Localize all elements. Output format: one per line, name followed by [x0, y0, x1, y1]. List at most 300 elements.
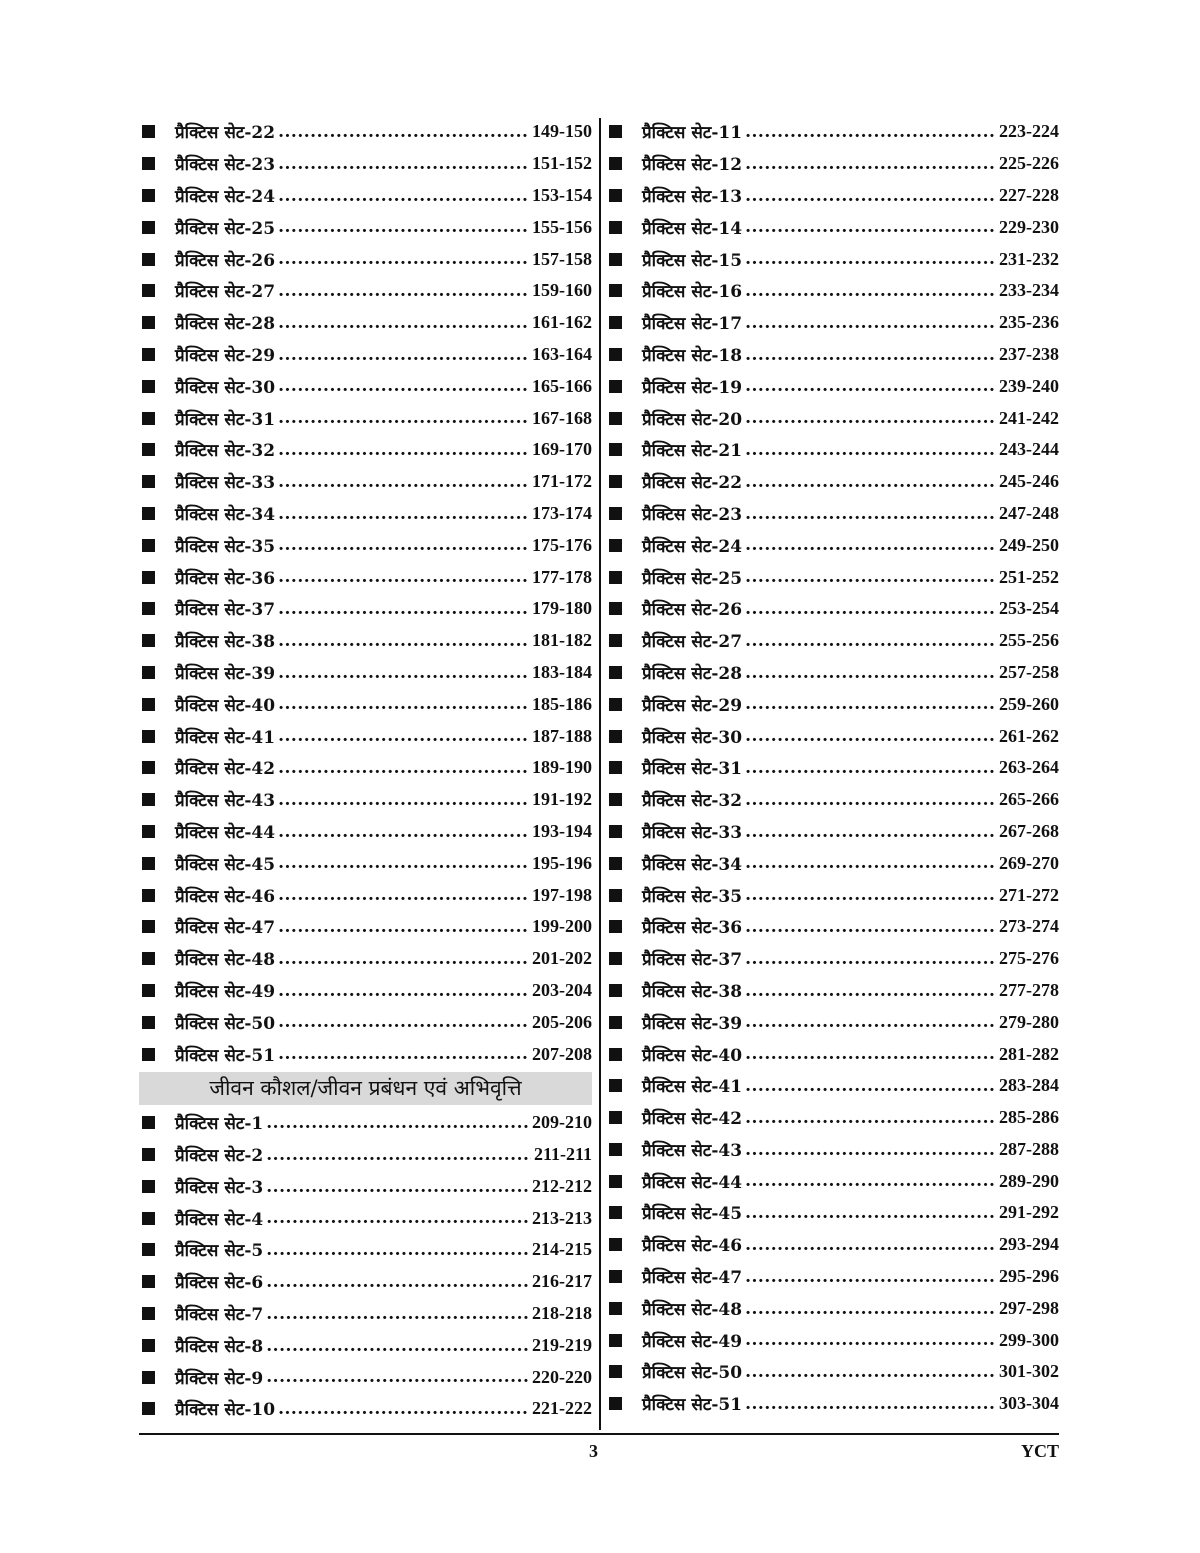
black-square-bullet-icon	[609, 443, 622, 456]
dot-leader	[278, 630, 529, 650]
dot-leader	[745, 503, 996, 523]
toc-entry	[139, 1298, 592, 1330]
toc-entry-pages: 187-188	[532, 725, 592, 746]
toc-entry-label: प्रैक्टिस सेट-13	[642, 186, 743, 207]
toc-entry-pages: 235-236	[999, 312, 1059, 333]
right-list	[606, 116, 1059, 1420]
toc-entry-label: प्रैक्टिस सेट-44	[642, 1172, 743, 1193]
toc-entry-pages: 169-170	[532, 439, 592, 460]
dot-leader	[745, 758, 996, 778]
toc-entry-label: प्रैक्टिस सेट-47	[175, 918, 276, 939]
toc-entry-pages: 239-240	[999, 375, 1059, 396]
dot-leader	[745, 312, 996, 332]
black-square-bullet-icon	[142, 1243, 155, 1256]
black-square-bullet-icon	[609, 284, 622, 297]
toc-entry-pages: 220-220	[532, 1366, 592, 1387]
toc-entry-pages: 293-294	[999, 1234, 1059, 1255]
black-square-bullet-icon	[142, 889, 155, 902]
toc-entry	[606, 1261, 1059, 1293]
dot-leader	[745, 885, 996, 905]
toc-entry-label: प्रैक्टिस सेट-16	[642, 282, 743, 303]
black-square-bullet-icon	[142, 316, 155, 329]
toc-entry-label: प्रैक्टिस सेट-50	[642, 1363, 743, 1384]
black-square-bullet-icon	[609, 316, 622, 329]
black-square-bullet-icon	[609, 189, 622, 202]
dot-leader	[266, 1272, 529, 1292]
toc-entry-pages: 255-256	[999, 630, 1059, 651]
dot-leader	[278, 789, 529, 809]
toc-entry-label: प्रैक्टिस सेट-40	[642, 1045, 743, 1066]
dot-leader	[745, 1076, 996, 1096]
toc-entry	[606, 434, 1059, 466]
toc-entry-pages: 216-217	[532, 1271, 592, 1292]
toc-entry	[606, 1388, 1059, 1420]
toc-entry	[139, 370, 592, 402]
black-square-bullet-icon	[609, 730, 622, 743]
toc-entry-label: प्रैक्टिस सेट-18	[642, 345, 743, 366]
black-square-bullet-icon	[609, 825, 622, 838]
toc-entry-label: प्रैक्टिस सेट-39	[642, 1013, 743, 1034]
toc-entry	[139, 975, 592, 1007]
toc-entry	[606, 116, 1059, 148]
toc-entry-pages: 203-204	[532, 979, 592, 1000]
left-list-bottom	[139, 1107, 592, 1425]
toc-entry-label: प्रैक्टिस सेट-38	[175, 632, 276, 653]
toc-entry-pages: 214-215	[532, 1239, 592, 1260]
toc-entry	[606, 625, 1059, 657]
dot-leader	[745, 154, 996, 174]
dot-leader	[745, 917, 996, 937]
black-square-bullet-icon	[142, 539, 155, 552]
toc-entry	[139, 1361, 592, 1393]
toc-entry-label: प्रैक्टिस सेट-27	[175, 282, 276, 303]
toc-entry-pages: 193-194	[532, 820, 592, 841]
toc-entry-pages: 241-242	[999, 407, 1059, 428]
toc-entry	[606, 1102, 1059, 1134]
dot-leader	[278, 154, 529, 174]
toc-entry	[606, 943, 1059, 975]
toc-entry-label: प्रैक्टिस सेट-29	[642, 695, 743, 716]
toc-entry	[139, 561, 592, 593]
toc-entry-label: प्रैक्टिस सेट-24	[642, 536, 743, 557]
black-square-bullet-icon	[142, 698, 155, 711]
black-square-bullet-icon	[142, 380, 155, 393]
toc-entry-pages: 265-266	[999, 789, 1059, 810]
dot-leader	[278, 1044, 529, 1064]
black-square-bullet-icon	[142, 793, 155, 806]
toc-entry-label: प्रैक्टिस सेट-42	[175, 759, 276, 780]
dot-leader	[745, 1107, 996, 1127]
black-square-bullet-icon	[609, 380, 622, 393]
toc-entry-pages: 197-198	[532, 884, 592, 905]
black-square-bullet-icon	[609, 1079, 622, 1092]
black-square-bullet-icon	[142, 1016, 155, 1029]
section-heading-text: जीवन कौशल/जीवन प्रबंधन एवं अभिवृत्ति	[209, 1076, 522, 1101]
toc-entry-label: प्रैक्टिस सेट-48	[642, 1299, 743, 1320]
black-square-bullet-icon	[142, 730, 155, 743]
toc-entry-pages: 183-184	[532, 661, 592, 682]
dot-leader	[278, 885, 529, 905]
toc-entry-pages: 157-158	[532, 248, 592, 269]
toc-entry-pages: 212-212	[532, 1175, 592, 1196]
black-square-bullet-icon	[609, 221, 622, 234]
toc-entry-label: प्रैक्टिस सेट-41	[175, 727, 276, 748]
dot-leader	[745, 249, 996, 269]
toc-entry	[139, 847, 592, 879]
toc-entry-pages: 218-218	[532, 1303, 592, 1324]
toc-entry-label: प्रैक्टिस सेट-25	[175, 218, 276, 239]
toc-entry-pages: 205-206	[532, 1011, 592, 1032]
toc-entry-label: प्रैक्टिस सेट-51	[175, 1045, 276, 1066]
toc-entry-label: प्रैक्टिस सेट-51	[642, 1395, 743, 1416]
toc-entry-label: प्रैक्टिस सेट-43	[642, 1140, 743, 1161]
black-square-bullet-icon	[142, 1275, 155, 1288]
toc-entry-label: प्रैक्टिस सेट-22	[642, 473, 743, 494]
dot-leader	[745, 853, 996, 873]
black-square-bullet-icon	[142, 571, 155, 584]
toc-entry-pages: 213-213	[532, 1207, 592, 1228]
black-square-bullet-icon	[609, 475, 622, 488]
toc-entry-label: प्रैक्टिस सेट-25	[642, 568, 743, 589]
black-square-bullet-icon	[142, 189, 155, 202]
toc-entry-label: प्रैक्टिस सेट-5	[175, 1241, 264, 1262]
black-square-bullet-icon	[609, 761, 622, 774]
black-square-bullet-icon	[609, 920, 622, 933]
black-square-bullet-icon	[609, 253, 622, 266]
toc-entry	[606, 307, 1059, 339]
toc-entry-label: प्रैक्टिस सेट-46	[175, 886, 276, 907]
toc-entry-label: प्रैक्टिस सेट-9	[175, 1368, 264, 1389]
toc-entry-pages: 161-162	[532, 312, 592, 333]
toc-entry	[139, 466, 592, 498]
black-square-bullet-icon	[142, 348, 155, 361]
black-square-bullet-icon	[142, 284, 155, 297]
toc-entry	[606, 657, 1059, 689]
black-square-bullet-icon	[609, 571, 622, 584]
toc-entry	[606, 339, 1059, 371]
toc-entry-label: प्रैक्टिस सेट-49	[642, 1331, 743, 1352]
toc-entry-pages: 295-296	[999, 1266, 1059, 1287]
dot-leader	[278, 821, 529, 841]
toc-entry-label: प्रैक्टिस सेट-37	[642, 950, 743, 971]
toc-entry	[606, 1324, 1059, 1356]
toc-entry	[606, 816, 1059, 848]
toc-entry	[139, 1266, 592, 1298]
toc-entry	[606, 1038, 1059, 1070]
black-square-bullet-icon	[609, 1334, 622, 1347]
dot-leader	[745, 980, 996, 1000]
dot-leader	[745, 662, 996, 682]
toc-entry-pages: 291-292	[999, 1202, 1059, 1223]
dot-leader	[278, 376, 529, 396]
toc-columns	[139, 116, 1059, 1425]
toc-entry-label: प्रैक्टिस सेट-7	[175, 1305, 264, 1326]
black-square-bullet-icon	[609, 1270, 622, 1283]
dot-leader	[266, 1303, 529, 1323]
toc-entry-label: प्रैक्टिस सेट-45	[642, 1204, 743, 1225]
black-square-bullet-icon	[142, 1180, 155, 1193]
toc-entry-pages: 285-286	[999, 1107, 1059, 1128]
toc-entry	[606, 498, 1059, 530]
toc-entry-label: प्रैक्टिस सेट-21	[642, 441, 743, 462]
dot-leader	[278, 471, 529, 491]
toc-entry-pages: 289-290	[999, 1170, 1059, 1191]
toc-entry-pages: 275-276	[999, 948, 1059, 969]
toc-entry-pages: 283-284	[999, 1075, 1059, 1096]
toc-entry-pages: 171-172	[532, 471, 592, 492]
black-square-bullet-icon	[142, 1212, 155, 1225]
toc-entry-label: प्रैक्टिस सेट-27	[642, 632, 743, 653]
right-column	[598, 116, 1059, 1425]
toc-entry	[606, 688, 1059, 720]
black-square-bullet-icon	[609, 348, 622, 361]
toc-entry-pages: 277-278	[999, 979, 1059, 1000]
toc-entry	[606, 784, 1059, 816]
black-square-bullet-icon	[609, 1048, 622, 1061]
toc-entry-pages: 199-200	[532, 916, 592, 937]
toc-entry-pages: 173-174	[532, 502, 592, 523]
toc-entry-label: प्रैक्टिस सेट-32	[642, 791, 743, 812]
toc-entry-pages: 219-219	[532, 1334, 592, 1355]
black-square-bullet-icon	[142, 1402, 155, 1415]
black-square-bullet-icon	[142, 1148, 155, 1161]
toc-entry-pages: 257-258	[999, 661, 1059, 682]
toc-entry-label: प्रैक्टिस सेट-38	[642, 981, 743, 1002]
dot-leader	[745, 694, 996, 714]
toc-entry	[139, 657, 592, 689]
black-square-bullet-icon	[609, 1016, 622, 1029]
toc-entry-label: प्रैक्टिस सेट-17	[642, 314, 743, 335]
toc-entry-pages: 279-280	[999, 1011, 1059, 1032]
dot-leader	[266, 1208, 529, 1228]
toc-entry-label: प्रैक्टिस सेट-41	[642, 1077, 743, 1098]
black-square-bullet-icon	[609, 952, 622, 965]
toc-entry	[139, 116, 592, 148]
black-square-bullet-icon	[142, 412, 155, 425]
black-square-bullet-icon	[142, 1116, 155, 1129]
black-square-bullet-icon	[609, 1143, 622, 1156]
toc-entry-label: प्रैक्टिस सेट-46	[642, 1236, 743, 1257]
toc-entry-label: प्रैक्टिस सेट-34	[642, 854, 743, 875]
toc-entry-pages: 245-246	[999, 471, 1059, 492]
dot-leader	[278, 948, 529, 968]
dot-leader	[278, 599, 529, 619]
toc-entry-pages: 281-282	[999, 1043, 1059, 1064]
toc-entry-pages: 211-211	[533, 1144, 592, 1165]
toc-entry-pages: 165-166	[532, 375, 592, 396]
dot-leader	[266, 1367, 529, 1387]
black-square-bullet-icon	[609, 539, 622, 552]
toc-entry-label: प्रैक्टिस सेट-23	[175, 155, 276, 176]
toc-entry-pages: 185-186	[532, 693, 592, 714]
toc-entry-pages: 159-160	[532, 280, 592, 301]
toc-entry-pages: 149-150	[532, 121, 592, 142]
dot-leader	[745, 821, 996, 841]
dot-leader	[745, 217, 996, 237]
black-square-bullet-icon	[609, 857, 622, 870]
dot-leader	[278, 662, 529, 682]
black-square-bullet-icon	[142, 475, 155, 488]
toc-entry-label: प्रैक्टिस सेट-33	[175, 473, 276, 494]
toc-entry	[606, 879, 1059, 911]
toc-entry-label: प्रैक्टिस सेट-44	[175, 822, 276, 843]
section-heading	[139, 1072, 592, 1105]
dot-leader	[278, 503, 529, 523]
brand-name: YCT	[1020, 1441, 1059, 1461]
toc-entry-label: प्रैक्टिस सेट-19	[642, 377, 743, 398]
dot-leader	[745, 1203, 996, 1223]
toc-entry	[606, 1292, 1059, 1324]
toc-entry-pages: 253-254	[999, 598, 1059, 619]
black-square-bullet-icon	[142, 1371, 155, 1384]
black-square-bullet-icon	[609, 1397, 622, 1410]
black-square-bullet-icon	[142, 761, 155, 774]
dot-leader	[266, 1240, 529, 1260]
toc-entry-label: प्रैक्टिस सेट-1	[175, 1114, 264, 1135]
toc-entry-pages: 189-190	[532, 757, 592, 778]
dot-leader	[278, 408, 529, 428]
black-square-bullet-icon	[609, 698, 622, 711]
toc-entry-label: प्रैक्टिस सेट-29	[175, 345, 276, 366]
black-square-bullet-icon	[609, 634, 622, 647]
toc-entry	[139, 1038, 592, 1070]
toc-entry-pages: 163-164	[532, 343, 592, 364]
toc-entry-pages: 263-264	[999, 757, 1059, 778]
black-square-bullet-icon	[142, 221, 155, 234]
black-square-bullet-icon	[609, 1365, 622, 1378]
dot-leader	[278, 440, 529, 460]
black-square-bullet-icon	[142, 125, 155, 138]
toc-entry-pages: 259-260	[999, 693, 1059, 714]
toc-entry	[139, 402, 592, 434]
toc-entry	[139, 720, 592, 752]
dot-leader	[745, 344, 996, 364]
toc-entry-pages: 225-226	[999, 153, 1059, 174]
toc-entry-label: प्रैक्टिस सेट-36	[175, 568, 276, 589]
dot-leader	[745, 630, 996, 650]
toc-entry-pages: 195-196	[532, 852, 592, 873]
dot-leader	[278, 917, 529, 937]
toc-entry-label: प्रैक्टिस सेट-42	[642, 1109, 743, 1130]
toc-entry	[139, 1107, 592, 1139]
toc-entry	[139, 943, 592, 975]
dot-leader	[278, 344, 529, 364]
toc-entry-label: प्रैक्टिस सेट-48	[175, 950, 276, 971]
dot-leader	[266, 1144, 531, 1164]
toc-entry	[606, 402, 1059, 434]
dot-leader	[745, 1298, 996, 1318]
dot-leader	[278, 281, 529, 301]
toc-entry-label: प्रैक्टिस सेट-23	[642, 504, 743, 525]
toc-entry	[606, 243, 1059, 275]
black-square-bullet-icon	[142, 602, 155, 615]
toc-entry	[139, 148, 592, 180]
toc-entry-label: प्रैक्टिस सेट-49	[175, 981, 276, 1002]
black-square-bullet-icon	[142, 952, 155, 965]
dot-leader	[745, 1394, 996, 1414]
toc-entry	[606, 561, 1059, 593]
black-square-bullet-icon	[609, 984, 622, 997]
toc-entry-pages: 179-180	[532, 598, 592, 619]
toc-entry-pages: 301-302	[999, 1361, 1059, 1382]
toc-entry-label: प्रैक्टिस सेट-24	[175, 186, 276, 207]
toc-entry	[606, 275, 1059, 307]
toc-entry	[606, 1356, 1059, 1388]
toc-entry	[606, 370, 1059, 402]
toc-entry-pages: 175-176	[532, 534, 592, 555]
toc-entry-pages: 237-238	[999, 343, 1059, 364]
dot-leader	[745, 789, 996, 809]
dot-leader	[266, 1113, 529, 1133]
dot-leader	[745, 440, 996, 460]
black-square-bullet-icon	[609, 1238, 622, 1251]
dot-leader	[278, 312, 529, 332]
toc-entry	[139, 752, 592, 784]
toc-entry-pages: 167-168	[532, 407, 592, 428]
toc-entry	[139, 879, 592, 911]
toc-entry	[139, 275, 592, 307]
dot-leader	[745, 376, 996, 396]
toc-entry	[606, 847, 1059, 879]
footer-rule	[139, 1433, 1059, 1435]
toc-entry-label: प्रैक्टिस सेट-22	[175, 123, 276, 144]
toc-entry-pages: 303-304	[999, 1393, 1059, 1414]
toc-entry-label: प्रैक्टिस सेट-12	[642, 155, 743, 176]
toc-entry-label: प्रैक्टिस सेट-39	[175, 663, 276, 684]
dot-leader	[745, 471, 996, 491]
toc-entry-label: प्रैक्टिस सेट-28	[175, 314, 276, 335]
dot-leader	[278, 185, 529, 205]
dot-leader	[278, 122, 529, 142]
toc-entry-label: प्रैक्टिस सेट-47	[642, 1268, 743, 1289]
toc-entry	[606, 1165, 1059, 1197]
toc-entry	[139, 688, 592, 720]
toc-entry-label: प्रैक्टिस सेट-43	[175, 791, 276, 812]
toc-entry-pages: 287-288	[999, 1138, 1059, 1159]
toc-entry	[606, 148, 1059, 180]
dot-leader	[278, 249, 529, 269]
toc-entry-label: प्रैक्टिस सेट-3	[175, 1177, 264, 1198]
dot-leader	[278, 758, 529, 778]
toc-entry	[606, 911, 1059, 943]
toc-entry-pages: 151-152	[532, 153, 592, 174]
left-list-top	[139, 116, 592, 1070]
toc-entry-label: प्रैक्टिस सेट-30	[175, 377, 276, 398]
toc-entry-pages: 247-248	[999, 502, 1059, 523]
dot-leader	[745, 567, 996, 587]
toc-entry-pages: 249-250	[999, 534, 1059, 555]
toc-entry-label: प्रैक्टिस सेट-45	[175, 854, 276, 875]
toc-entry	[139, 498, 592, 530]
dot-leader	[745, 948, 996, 968]
black-square-bullet-icon	[142, 857, 155, 870]
dot-leader	[278, 1399, 529, 1419]
toc-entry-pages: 223-224	[999, 121, 1059, 142]
dot-leader	[745, 1266, 996, 1286]
dot-leader	[745, 1235, 996, 1255]
dot-leader	[745, 535, 996, 555]
dot-leader	[278, 535, 529, 555]
toc-entry	[139, 816, 592, 848]
toc-entry-label: प्रैक्टिस सेट-11	[642, 123, 743, 144]
toc-entry	[606, 1134, 1059, 1166]
toc-entry	[139, 784, 592, 816]
black-square-bullet-icon	[142, 1048, 155, 1061]
toc-entry-label: प्रैक्टिस सेट-40	[175, 695, 276, 716]
toc-entry	[139, 434, 592, 466]
toc-entry-pages: 233-234	[999, 280, 1059, 301]
black-square-bullet-icon	[609, 793, 622, 806]
